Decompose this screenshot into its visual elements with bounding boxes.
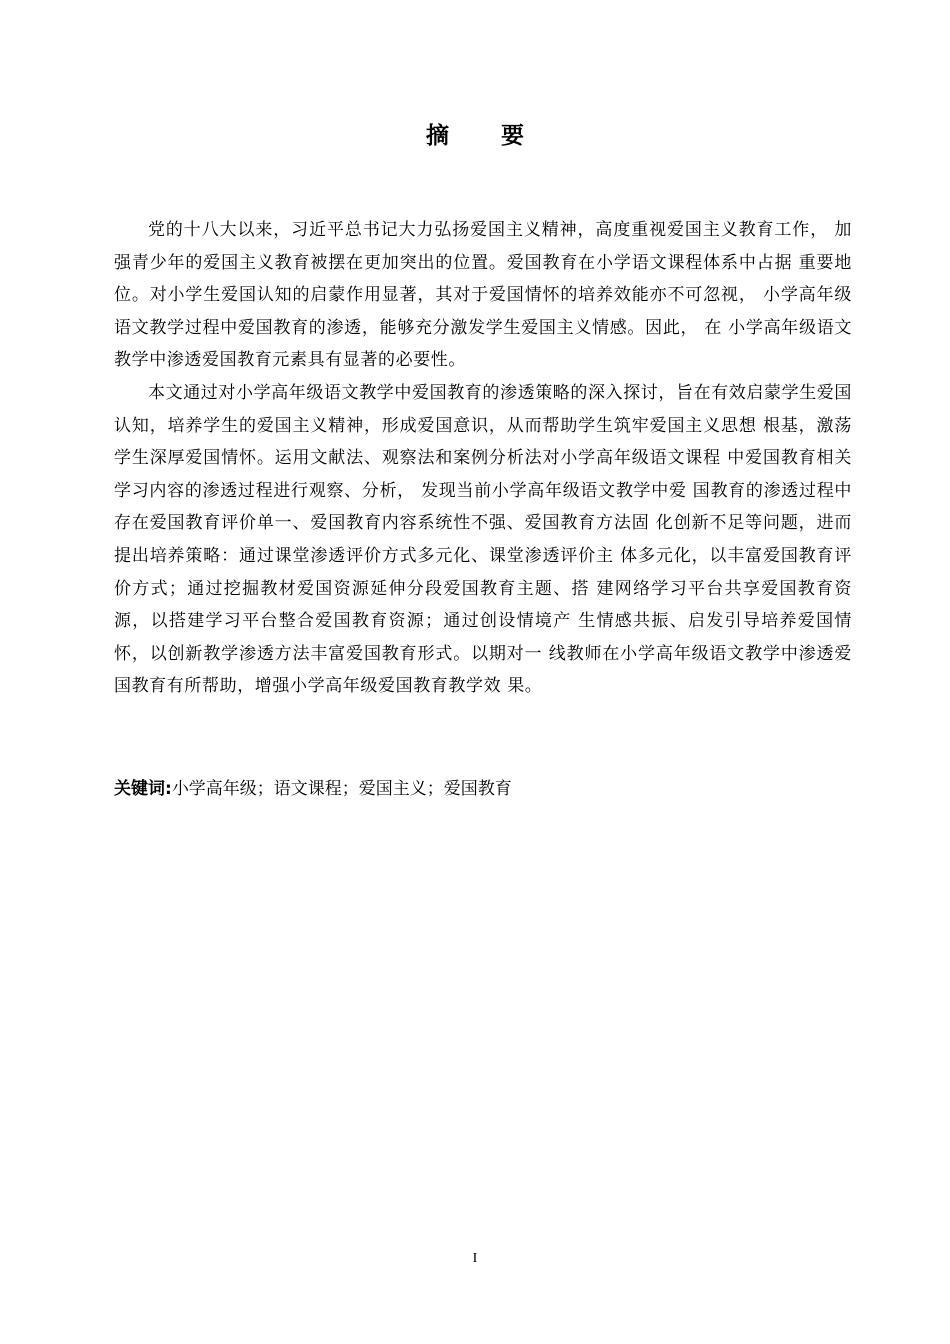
page-number: I <box>472 1251 478 1266</box>
keywords-line <box>114 774 852 804</box>
abstract-paragraph-2: 本文通过对小学高年级语文教学中爱国教育的渗透策略的深入探讨，旨在有效启蒙学生爱国认知，培养学生的爱国主义精神，形成爱国意识，从而帮助学生筑牢爱国主义思想 根基，激荡学生深厚爱国情怀。运用文献法、观察法和案例分析法对小学高年级语文课程 中爱国教育相关学习内容的渗透过程进行观察、分析， 发现当前小学高年级语文教学中爱 国教育的渗透过程中存在爱国教育评价单一、爱国教育内容系统性不强、爱国教育方法固 化创新不足等问题，进而提出培养策略：通过课堂渗透评价方式多元化、课堂渗透评价主 体多元化，以丰富爱国教育评价方式；通过挖掘教材爱国资源延伸分段爱国教育主题、搭 建网络学习平台共享爱国教育资源，以搭建学习平台整合爱国教育资源；通过创设情境产 生情感共振、启发引导培养爱国情怀，以创新教学渗透方法丰富爱国教育形式。以期对一 线教师在小学高年级语文教学中渗透爱国教育有所帮助，增强小学高年级爱国教育教学效 果。 <box>114 382 852 697</box>
abstract-paragraph-1: 党的十八大以来，习近平总书记大力弘扬爱国主义精神，高度重视爱国主义教育工作， 加强青少年的爱国主义教育被摆在更加突出的位置。爱国教育在小学语文课程体系中占据 重要地位。对小学生爱国认知的启蒙作用显著，其对于爱国情怀的培养效能亦不可忽视， 小学高年级语文教学过程中爱国教育的渗透，能够充分激发学生爱国主义情感。因此， 在 小学高年级语文教学中渗透爱国教育元素具有显著的必要性。 <box>114 220 852 371</box>
abstract-body <box>114 214 852 703</box>
keywords-items: 小学高年级；语文课程；爱国主义；爱国教育 <box>171 779 512 799</box>
keywords-label: 关键词: <box>114 779 172 799</box>
abstract-title: 摘 要 <box>425 123 546 149</box>
